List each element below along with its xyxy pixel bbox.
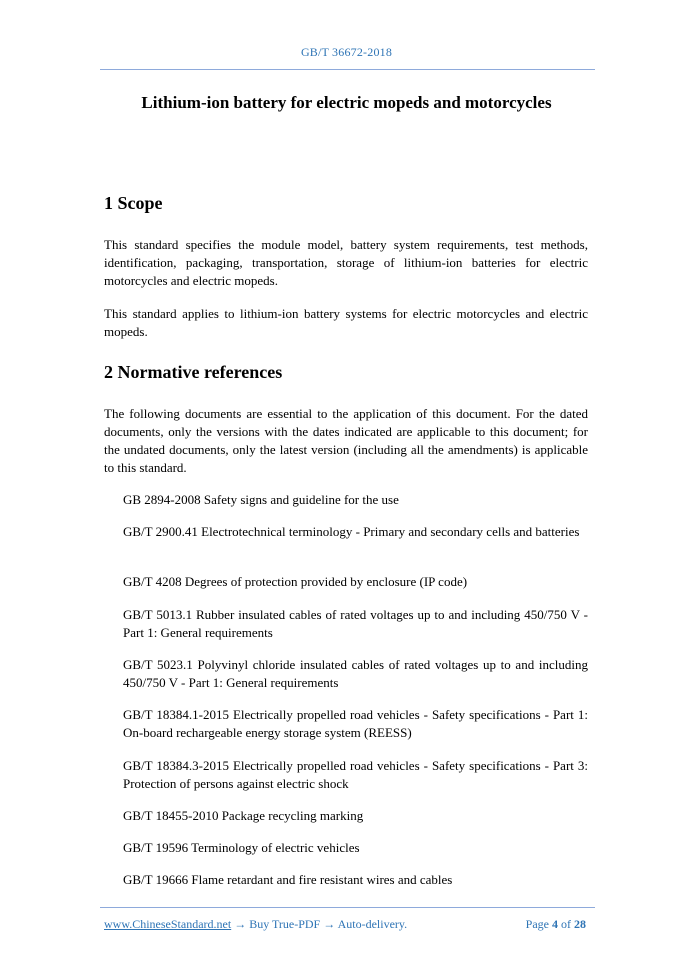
scope-paragraph-2: This standard applies to lithium-ion battery systems for electric motorcycles and electric mopeds. bbox=[104, 306, 588, 339]
section-heading-normative-references: 2 Normative references bbox=[104, 362, 283, 382]
reference-item: GB/T 18384.1-2015 Electrically propelled road vehicles - Safety specifications - Part 1: On-board rechargeable energy storage system (REESS) bbox=[123, 707, 588, 740]
page-of: of bbox=[561, 917, 571, 931]
arrow-right-icon: → bbox=[234, 917, 247, 931]
reference-item: GB/T 4208 Degrees of protection provided by enclosure (IP code) bbox=[123, 574, 468, 589]
buy-true-pdf-text: Buy True-PDF bbox=[249, 917, 321, 931]
footer-divider bbox=[100, 907, 595, 908]
scope-paragraph-1: This standard specifies the module model, battery system requirements, test methods, identification, packaging, transportation, storage of lithium-ion batteries for electric motorcycles and electric mopeds. bbox=[104, 237, 588, 288]
document-title: Lithium-ion battery for electric mopeds and motorcycles bbox=[141, 93, 552, 112]
reference-item: GB/T 19596 Terminology of electric vehicles bbox=[123, 840, 360, 855]
auto-delivery-text: Auto-delivery. bbox=[337, 917, 408, 931]
page-label: Page bbox=[525, 917, 549, 931]
reference-item: GB/T 18384.3-2015 Electrically propelled road vehicles - Safety specifications - Part 3: Protection of persons against electric shock bbox=[123, 758, 588, 791]
reference-item: GB/T 18455-2010 Package recycling marking bbox=[123, 808, 364, 823]
page-current: 4 bbox=[552, 917, 558, 931]
reference-item: GB 2894-2008 Safety signs and guideline for the use bbox=[123, 492, 399, 507]
reference-item: GB/T 2900.41 Electrotechnical terminology - Primary and secondary cells and batteries bbox=[123, 524, 580, 539]
chinesestandard-link[interactable]: www.ChineseStandard.net bbox=[104, 917, 232, 931]
page-number bbox=[526, 917, 586, 932]
header-standard-code: GB/T 36672-2018 bbox=[300, 45, 393, 59]
reference-item: GB/T 19666 Flame retardant and fire resistant wires and cables bbox=[123, 872, 453, 887]
page-total: 28 bbox=[574, 917, 586, 931]
reference-item: GB/T 5013.1 Rubber insulated cables of rated voltages up to and including 450/750 V - Part 1: General requirements bbox=[123, 607, 588, 640]
footer-links bbox=[104, 917, 407, 932]
header-divider bbox=[100, 69, 595, 70]
arrow-right-icon: → bbox=[323, 917, 336, 931]
references-intro: The following documents are essential to the application of this document. For the dated documents, only the versions with the dates indicated are applicable to this document; for the undated documents, only the latest version (including all the amendments) is applicable to this standard. bbox=[104, 406, 588, 475]
reference-item: GB/T 5023.1 Polyvinyl chloride insulated cables of rated voltages up to and including 450/750 V - Part 1: General requirements bbox=[123, 657, 588, 690]
section-heading-scope: 1 Scope bbox=[104, 193, 163, 213]
